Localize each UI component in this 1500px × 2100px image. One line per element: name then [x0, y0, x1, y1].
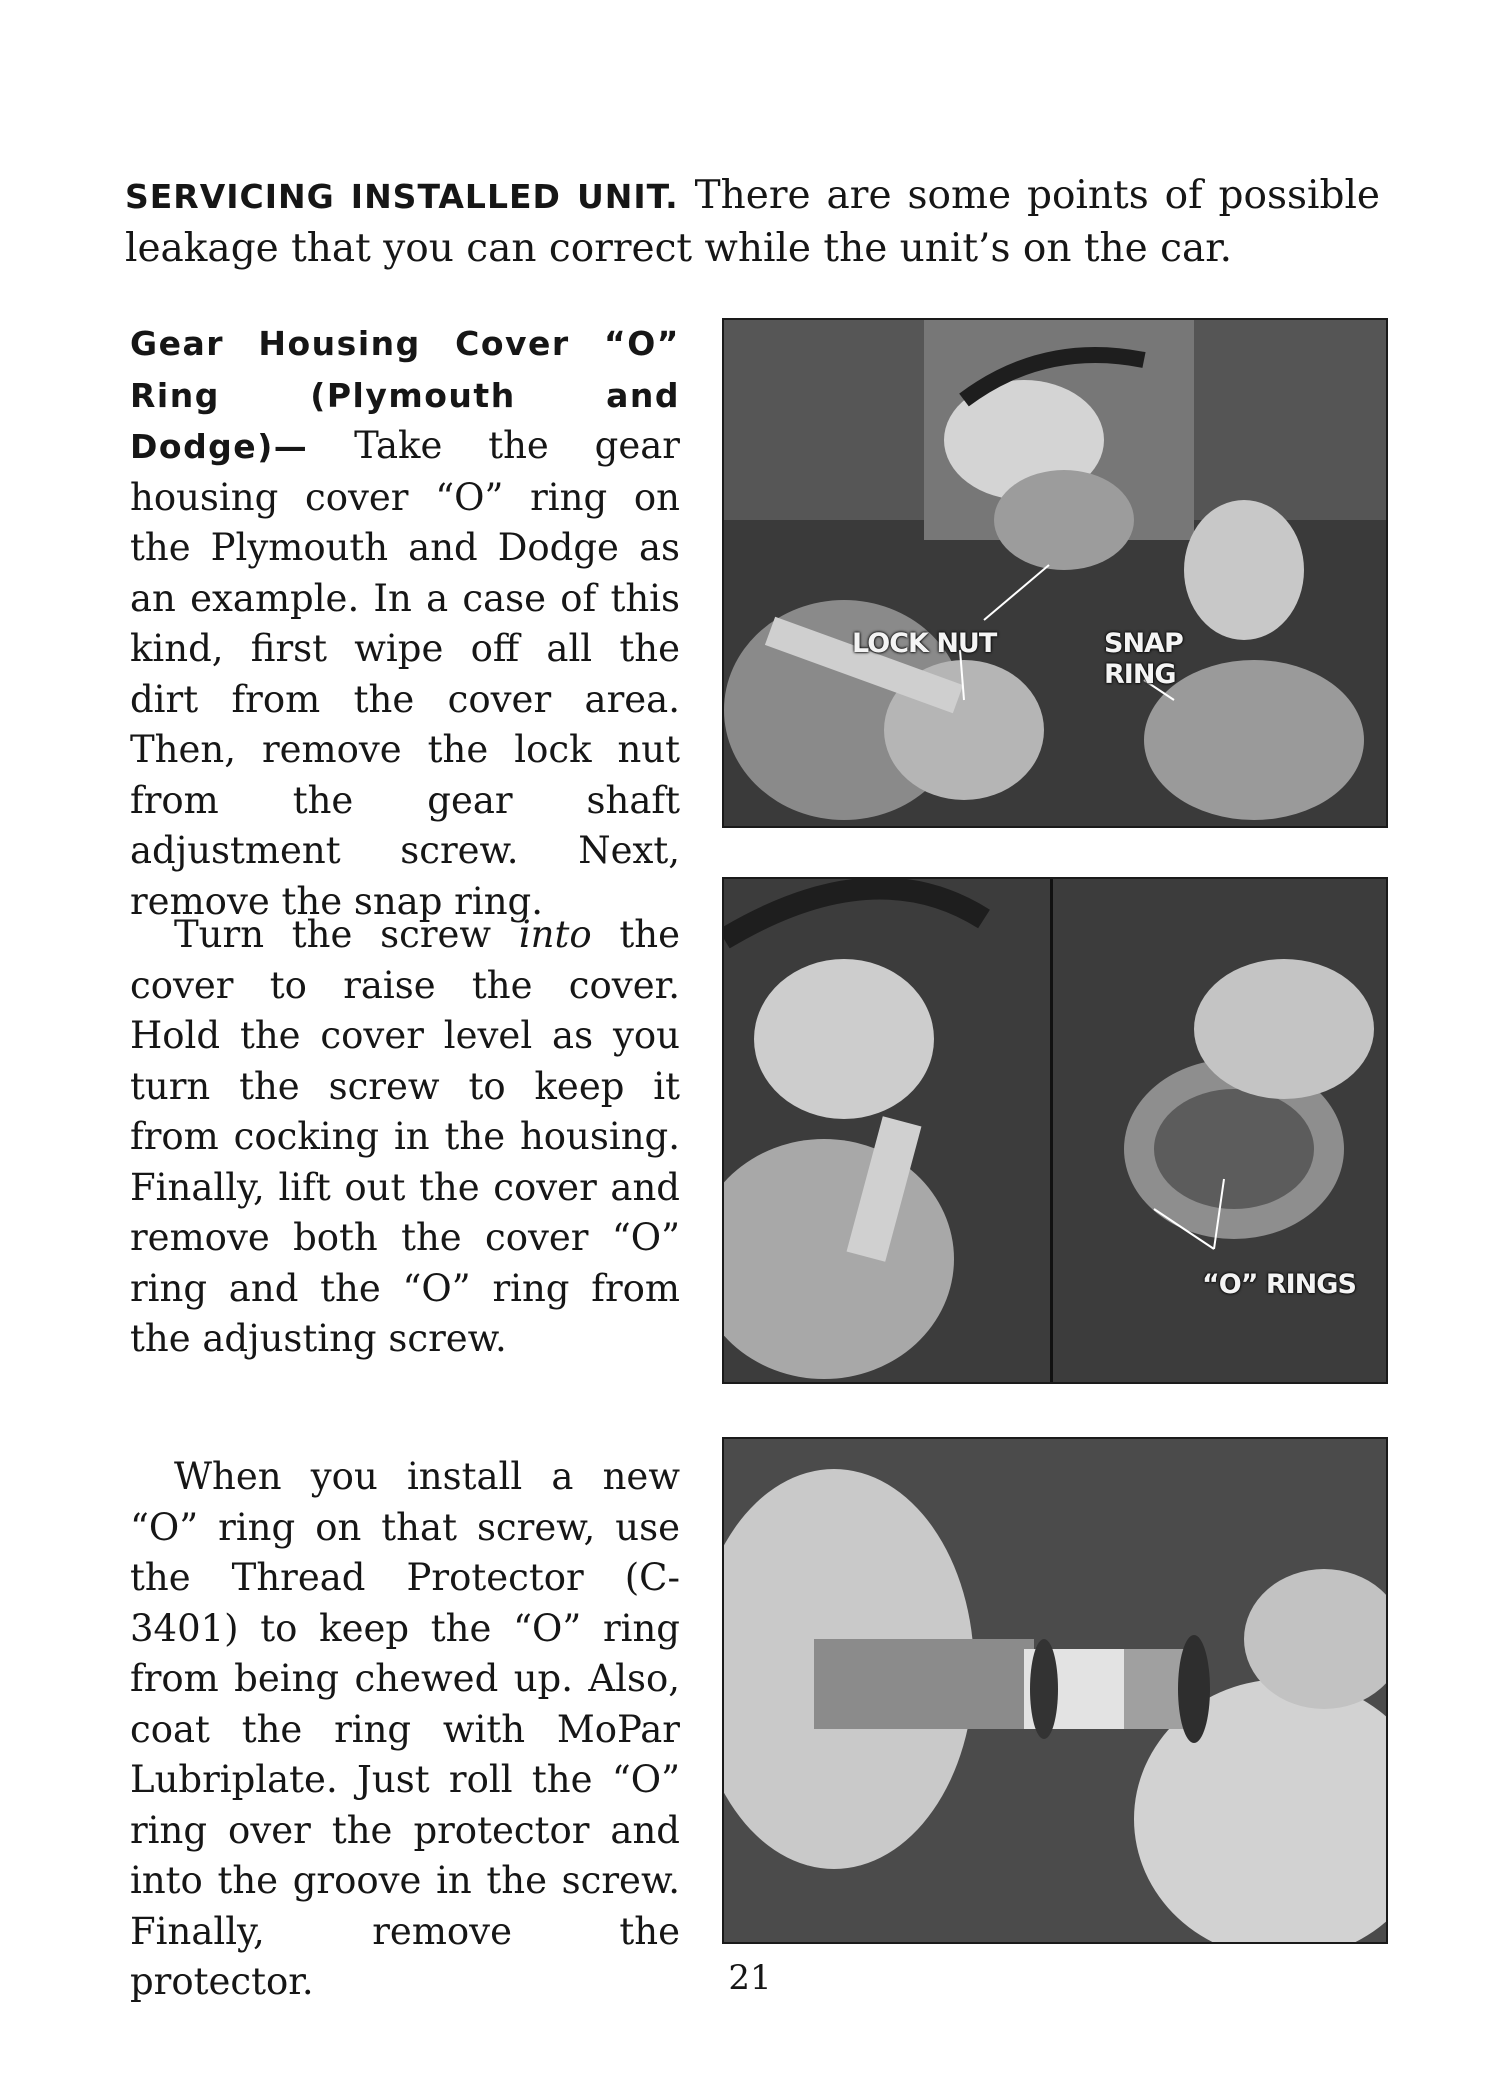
section2-text-after: the cover to raise the cover. Hold the cover level as you turn the screw to keep it from cocking in the housing. Finally, lift out the cover and remove both the cover “O” ring and the “O” ring from the adjusting screw.	[130, 913, 681, 1360]
callout-lock-nut: LOCK NUT	[852, 628, 997, 659]
section2-text-before: Turn the screw	[174, 913, 519, 956]
callout-ring: RING	[1104, 659, 1176, 690]
section3-text: When you install a new “O” ring on that screw, use the Thread Protector (C-3401) to keep the “O” ring from being chewed up. Also, coat the ring with MoPar Lubriplate. Just roll the “O” ring over the protector and into the groove in the screw. Finally, remove the protector.	[130, 1455, 680, 2003]
section1-paragraph	[130, 318, 680, 927]
intro-heading: SERVICING INSTALLED UNIT.	[125, 177, 679, 216]
section3-paragraph	[130, 1452, 680, 2008]
page-number: 21	[728, 1958, 772, 1998]
section2-paragraph	[130, 910, 680, 1365]
section1-heading: Gear Housing Cover “O” Ring (Plymouth and Dodge)—	[130, 324, 680, 466]
photo-thread-protector	[722, 1437, 1388, 1944]
callout-snap: SNAP	[1104, 628, 1183, 659]
intro-text: There are some points of possible leakage that you can correct while the unit’s on the car.	[125, 173, 1380, 271]
callout-o-rings: “O” RINGS	[1202, 1269, 1356, 1300]
section1-text: Take the gear housing cover “O” ring on the Plymouth and Dodge as an example. In a case of this kind, first wipe off all the dirt from the cover area. Then, remove the lock nut from the gear shaft adjustment screw. Next, remove the snap ring.	[130, 424, 680, 923]
callout-snap-ring	[1104, 628, 1183, 690]
photo-o-rings	[722, 877, 1388, 1384]
intro-paragraph	[125, 170, 1380, 275]
section2-emphasis: into	[518, 913, 592, 956]
photo-lock-nut-snap-ring	[722, 318, 1388, 828]
